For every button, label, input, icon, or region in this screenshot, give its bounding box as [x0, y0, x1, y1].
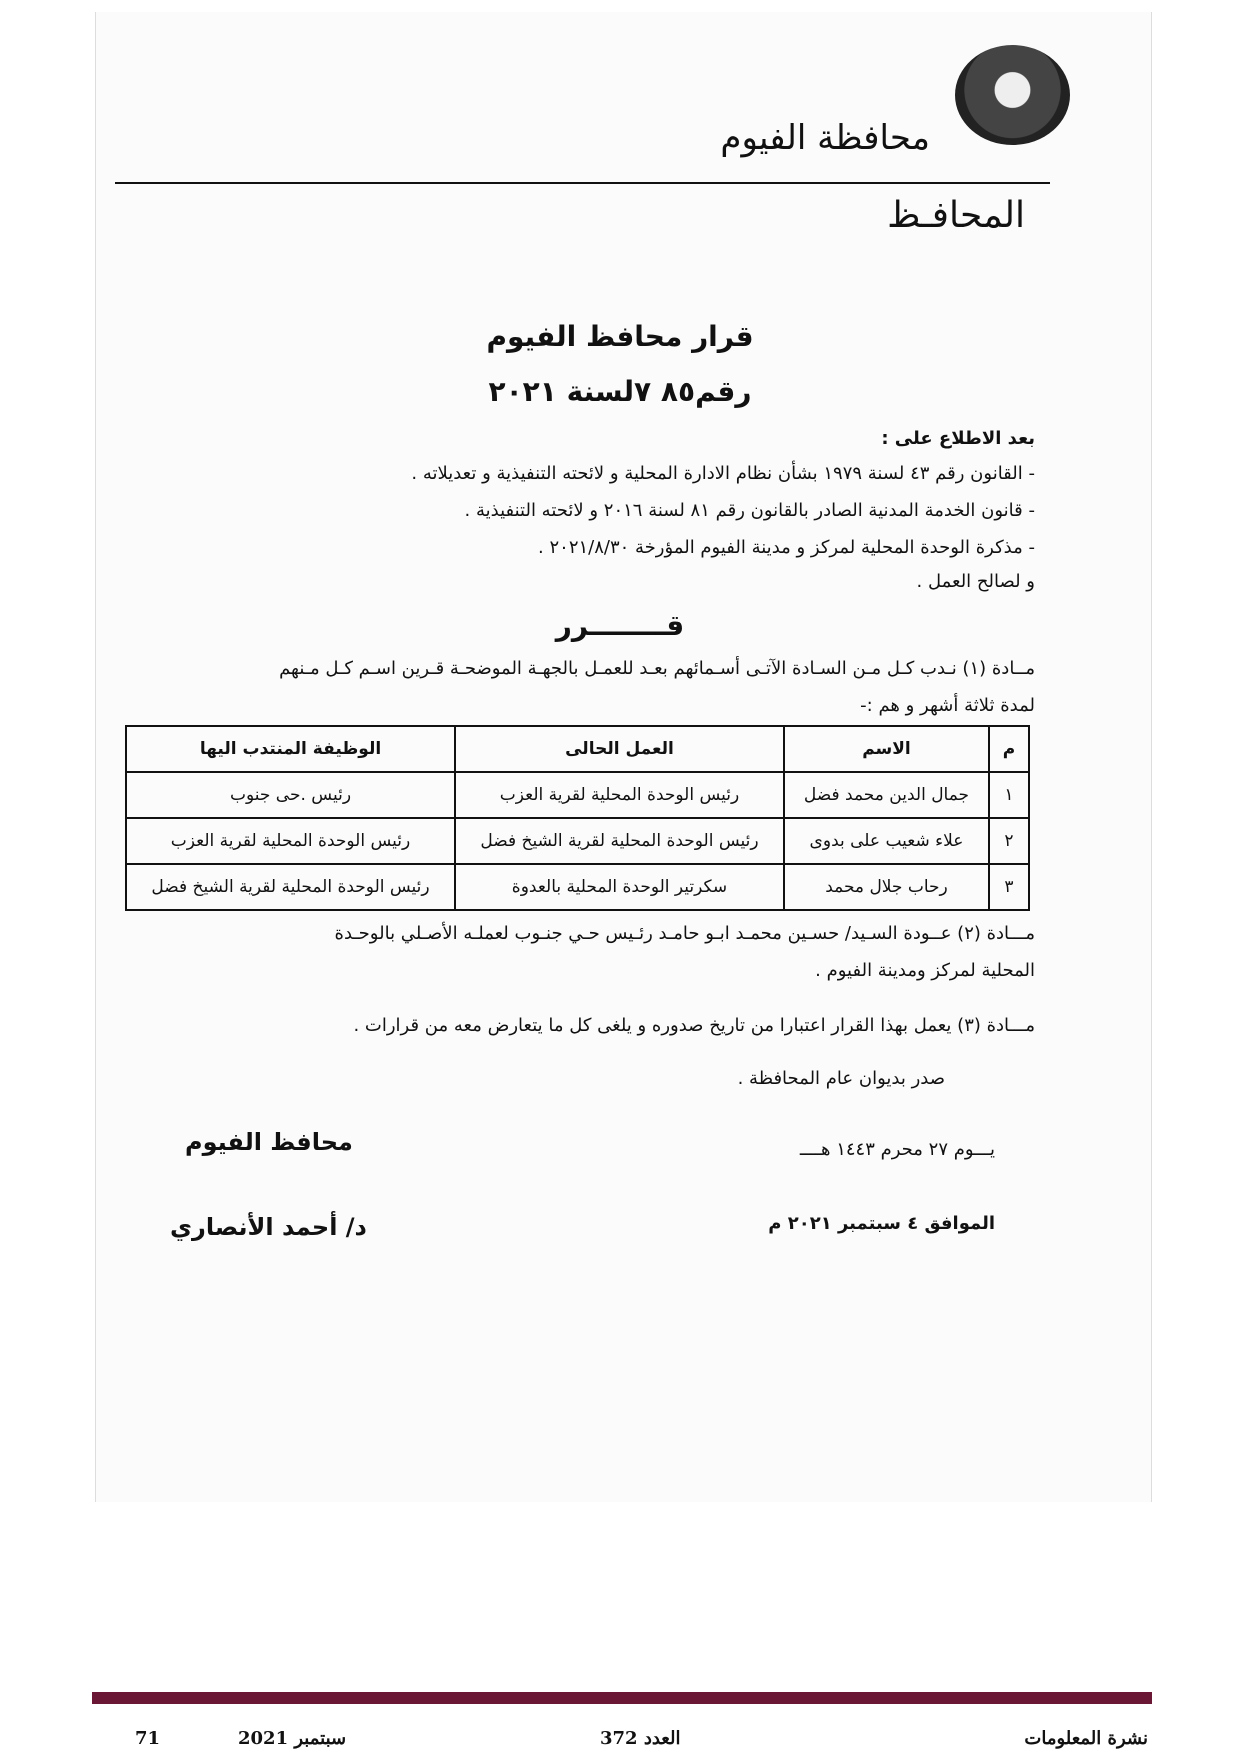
- col-header: م: [989, 726, 1029, 772]
- table-row: [126, 772, 1029, 818]
- date-hijri: يـــوم ٢٧ محرم ١٤٤٣ هــــ: [799, 1139, 995, 1160]
- decision-number: رقم٨٥ ٧لسنة ٢٠٢١: [488, 375, 752, 408]
- table-cell: ٢: [989, 818, 1029, 864]
- issue-month: سبتمبر 2021: [238, 1728, 347, 1749]
- page-number: 71: [135, 1728, 161, 1749]
- col-header: الاسم: [784, 726, 989, 772]
- signature-name: د/ أحمد الأنصاري: [170, 1213, 367, 1241]
- table-header-row: [126, 726, 1029, 772]
- table-cell: رئيس الوحدة المحلية لقرية العزب: [455, 772, 784, 818]
- table-cell: ٣: [989, 864, 1029, 910]
- table-cell: رئيس الوحدة المحلية لقرية الشيخ فضل: [126, 864, 455, 910]
- preamble-heading: بعد الاطلاع على :: [881, 428, 1035, 449]
- issue-number: العدد 372: [600, 1728, 681, 1749]
- governorate-name: محافظة الفيوم: [720, 118, 930, 158]
- table-cell: جمال الدين محمد فضل: [784, 772, 989, 818]
- col-header: العمل الحالى: [455, 726, 784, 772]
- issued-at: صدر بديوان عام المحافظة .: [737, 1068, 945, 1089]
- table-cell: رئيس .حى جنوب: [126, 772, 455, 818]
- table-cell: علاء شعيب على بدوى: [784, 818, 989, 864]
- signature-title: محافظ الفيوم: [185, 1128, 353, 1156]
- header-divider: [115, 182, 1050, 184]
- table-cell: رئيس الوحدة المحلية لقرية العزب: [126, 818, 455, 864]
- article-1-line: مــادة (١) نـدب كـل مـن السـادة الآتـى أسـمائهم بعـد للعمـل بالجهـة الموضحـة قـرين اسـم كـل مـنهم: [279, 658, 1035, 679]
- table-cell: رحاب جلال محمد: [784, 864, 989, 910]
- governorate-seal-icon: [955, 45, 1070, 145]
- article-3: مـــادة (٣) يعمل بهذا القرار اعتبارا من تاريخ صدوره و يلغى كل ما يتعارض معه من قرارات .: [353, 1015, 1035, 1036]
- publication-name: نشرة المعلومات: [1024, 1728, 1148, 1749]
- assignments-table: [125, 725, 1030, 911]
- table-row: [126, 818, 1029, 864]
- col-header: الوظيفة المنتدب اليها: [126, 726, 455, 772]
- preamble-item: - قانون الخدمة المدنية الصادر بالقانون رقم ٨١ لسنة ٢٠١٦ و لائحته التنفيذية .: [464, 500, 1035, 521]
- decision-title: قرار محافظ الفيوم: [486, 320, 754, 353]
- article-2-line: مـــادة (٢) عــودة السـيد/ حسـين محمـد ابـو حامـد رئـيس حـي جنـوب لعملـه الأصـلي بالوحـدة: [334, 923, 1035, 944]
- table-cell: رئيس الوحدة المحلية لقرية الشيخ فضل: [455, 818, 784, 864]
- preamble-item: - القانون رقم ٤٣ لسنة ١٩٧٩ بشأن نظام الادارة المحلية و لائحته التنفيذية و تعديلاته .: [411, 463, 1035, 484]
- table-cell: ١: [989, 772, 1029, 818]
- article-1-line: لمدة ثلاثة أشهر و هم :-: [860, 695, 1035, 716]
- table-cell: سكرتير الوحدة المحلية بالعدوة: [455, 864, 784, 910]
- article-2-line: المحلية لمركز ومدينة الفيوم .: [815, 960, 1035, 981]
- governor-title: المحافـظ: [887, 195, 1025, 236]
- table-row: [126, 864, 1029, 910]
- preamble-item: - مذكرة الوحدة المحلية لمركز و مدينة الفيوم المؤرخة ٢٠٢١/٨/٣٠ .: [538, 537, 1035, 558]
- preamble-closing: و لصالح العمل .: [916, 571, 1035, 592]
- decides-heading: قــــــــرر: [555, 609, 685, 642]
- footer-bar: [92, 1692, 1152, 1704]
- date-gregorian: الموافق ٤ سبتمبر ٢٠٢١ م: [768, 1213, 995, 1234]
